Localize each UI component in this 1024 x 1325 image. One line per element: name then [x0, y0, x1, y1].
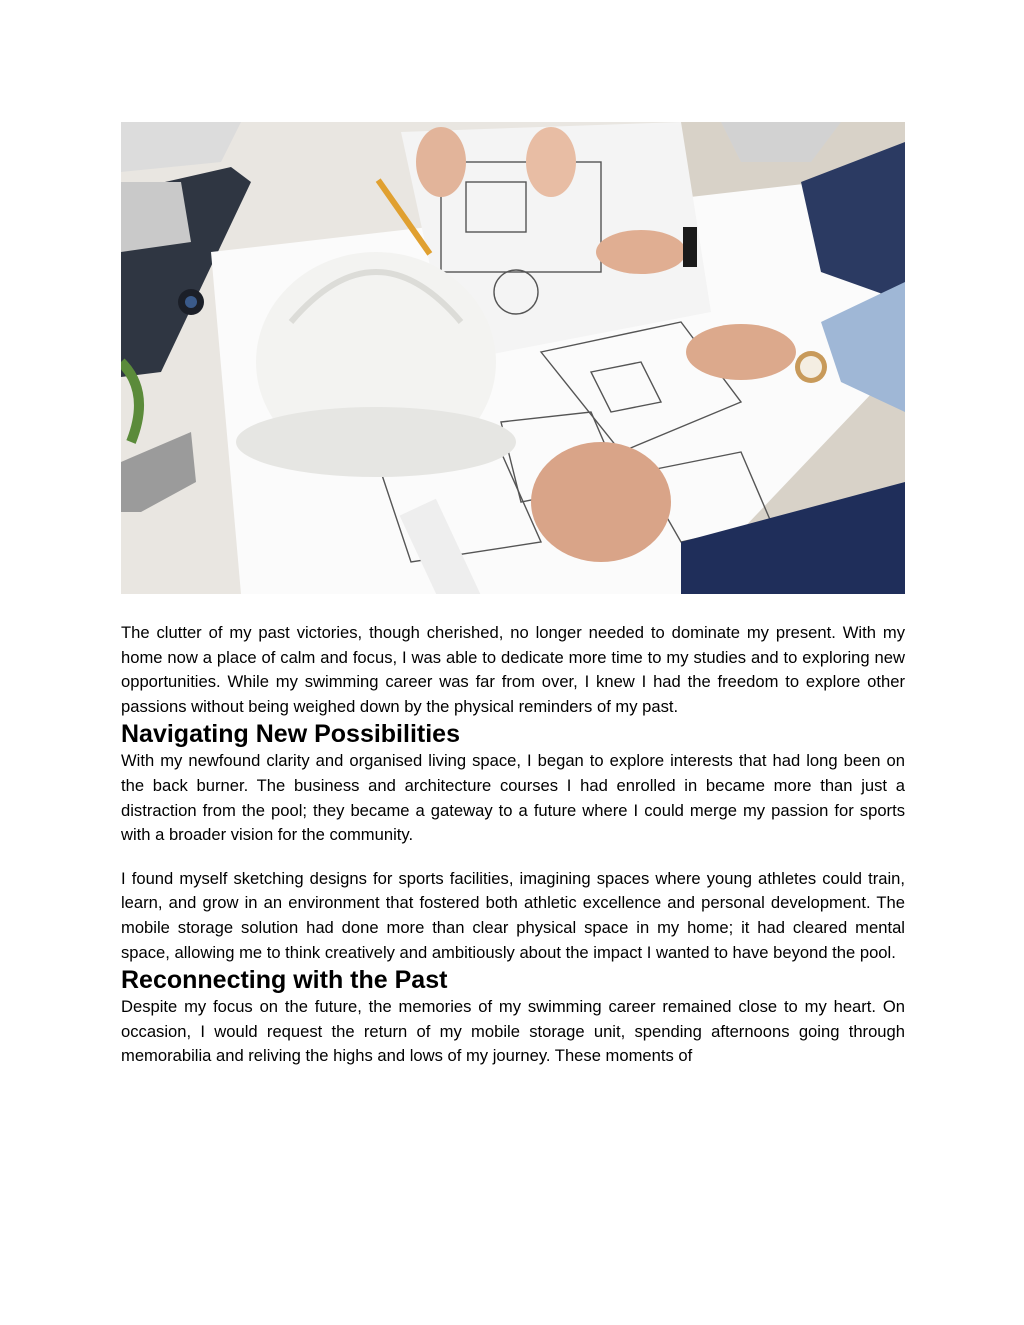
paragraph-clutter: The clutter of my past victories, though cherished, no longer needed to dominate my present. With my home now a place of calm and focus, I was able to dedicate more time to my studies and to exploring new opportunities. While my swimming career was far from over, I knew I had the freedom to explore other passions without being weighed down by the physical reminders of my past.: [121, 623, 905, 716]
paragraph-sketching-designs: I found myself sketching designs for sports facilities, imagining spaces where young athletes could train, learn, and grow in an environment that fostered both athletic excellence and personal development. The mobile storage solution had done more than clear physical space in my home; it had cleared mental space, allowing me to think creatively and ambitiously about the impact I wanted to have beyond the pool.: [121, 868, 905, 962]
heading-reconnecting-with-the-past: Reconnecting with the Past: [121, 966, 448, 995]
paragraph-newfound-clarity: With my newfound clarity and organised living space, I began to explore interests that had long been on the back burner. The business and architecture courses I had enrolled in became more than just a distraction from the pool; they became a gateway to a future where I could merge my passion for sports with a broader vision for the community.: [121, 751, 905, 845]
document-page: [121, 122, 905, 1069]
heading-navigating-new-possibilities: Navigating New Possibilities: [121, 720, 460, 749]
blueprint-photo: [121, 122, 905, 594]
paragraph-memories: Despite my focus on the future, the memories of my swimming career remained close to my heart. On occasion, I would request the return of my mobile storage unit, spending afternoons going through memorabilia and reliving the highs and lows of my journey. These moments of: [121, 997, 905, 1066]
